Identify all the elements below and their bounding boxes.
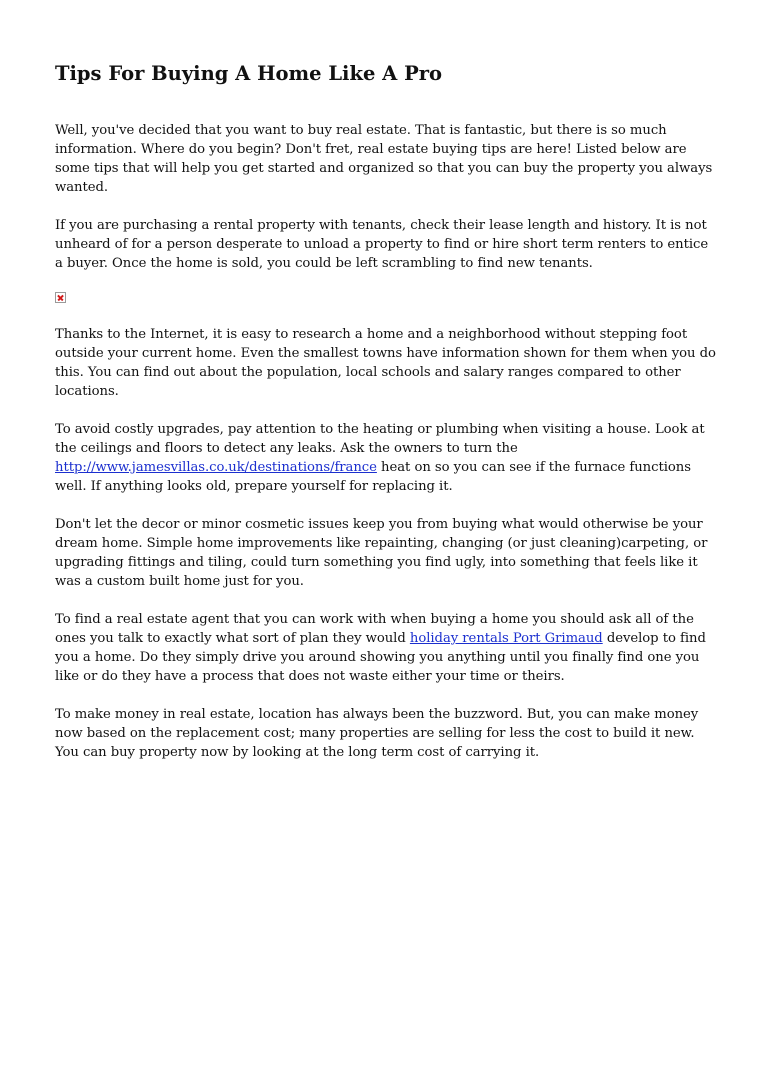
paragraph-intro: Well, you've decided that you want to buy real estate. That is fantastic, but there is so much information. Where do you begin? Don't fret, real estate buying tips are here! Listed below are some tips that will help you get started and organized so that you can buy the property you always wanted.: [55, 123, 713, 195]
paragraph-costly-upgrades: [55, 420, 717, 496]
paragraph-text: develop to find you a home. Do they simply drive you around showing you anything until you finally find one you like or do they have a process that does not waste either your time or theirs.: [55, 631, 706, 684]
broken-image-icon: [55, 292, 66, 303]
paragraph-location: To make money in real estate, location has always been the buzzword. But, you can make money now based on the replacement cost; many properties are selling for less the cost to build it new. You can buy property now by looking at the long term cost of carrying it.: [55, 707, 699, 760]
document-page: [55, 62, 717, 762]
paragraph-rental-tenants: If you are purchasing a rental property with tenants, check their lease length and history. It is not unheard of for a person desperate to unload a property to find or hire short term renters to entice a buyer. Once the home is sold, you could be left scrambling to find new tenants.: [55, 218, 709, 271]
page-title: Tips For Buying A Home Like A Pro: [55, 62, 443, 85]
link-jamesvillas-france[interactable]: http://www.jamesvillas.co.uk/destinations/france: [55, 460, 377, 475]
paragraph-text: To find a real estate agent that you can work with when buying a home you should ask all of the ones you talk to exactly what sort of plan they would: [55, 612, 694, 646]
paragraph-internet-research: Thanks to the Internet, it is easy to research a home and a neighborhood without stepping foot outside your current home. Even the smallest towns have information shown for them when you do this. You can find out about the population, local schools and salary ranges compared to other locations.: [55, 327, 716, 399]
paragraph-text: To avoid costly upgrades, pay attention to the heating or plumbing when visiting a house. Look at the ceilings and floors to detect any leaks. Ask the owners to turn the: [55, 422, 705, 456]
link-holiday-rentals-port-grimaud[interactable]: holiday rentals Port Grimaud: [409, 631, 603, 646]
paragraph-text: heat on so you can see if the furnace functions well. If anything looks old, prepare yourself for replacing it.: [55, 460, 691, 494]
paragraph-agent: [55, 610, 717, 686]
paragraph-decor: Don't let the decor or minor cosmetic issues keep you from buying what would otherwise be your dream home. Simple home improvements like repainting, changing (or just cleaning)carpeting, or upgrading fittings and tiling, could turn something you find ugly, into something that feels like it was a custom built home just for you.: [55, 517, 708, 589]
